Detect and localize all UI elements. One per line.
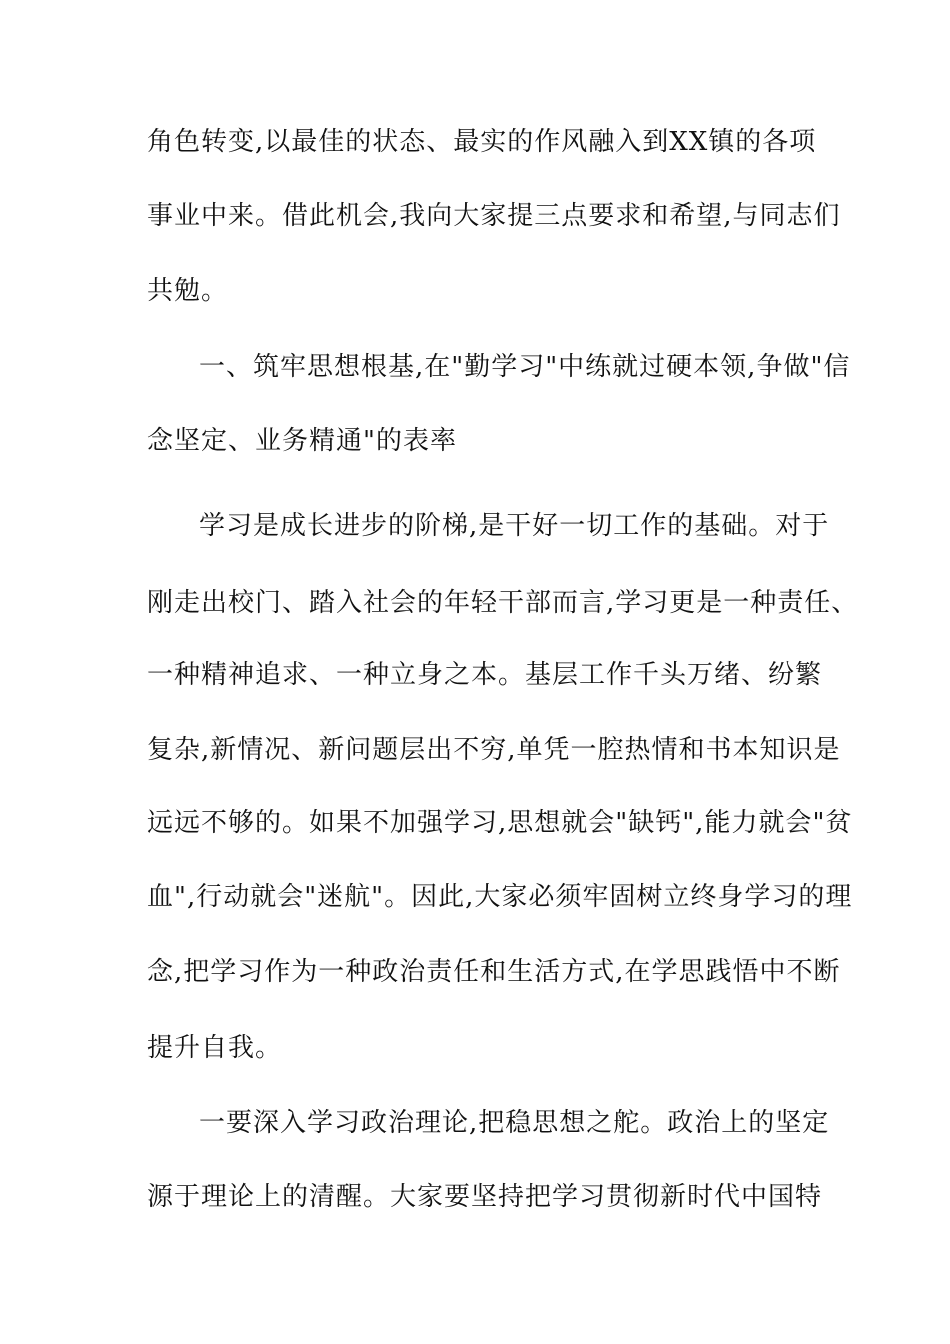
text-line: 事业中来。借此机会,我向大家提三点要求和希望,与同志们 — [147, 201, 841, 231]
text-line: 共勉。 — [147, 276, 229, 306]
paragraph-first-line: 学习是成长进步的阶梯,是干好一切工作的基础。对于 — [199, 511, 830, 541]
text-line: 复杂,新情况、新问题层出不穷,单凭一腔热情和书本知识是 — [147, 735, 841, 765]
text-line: 提升自我。 — [147, 1033, 283, 1063]
text-line: 念,把学习作为一种政治责任和生活方式,在学思践悟中不断 — [147, 957, 841, 987]
text-line: 远远不够的。如果不加强学习,思想就会"缺钙",能力就会"贫 — [147, 808, 853, 838]
paragraph-first-line: 一要深入学习政治理论,把稳思想之舵。政治上的坚定 — [199, 1108, 830, 1138]
text-line: 血",行动就会"迷航"。因此,大家必须牢固树立终身学习的理 — [147, 882, 853, 912]
text-line: 一种精神追求、一种立身之本。基层工作千头万绪、纷繁 — [147, 660, 823, 690]
text-line: 刚走出校门、踏入社会的年轻干部而言,学习更是一种责任、 — [147, 588, 859, 618]
text-line: 角色转变,以最佳的状态、最实的作风融入到XX镇的各项 — [147, 127, 817, 157]
section-heading-line: 一、筑牢思想根基,在"勤学习"中练就过硬本领,争做"信 — [199, 352, 851, 382]
section-heading-line: 念坚定、业务精通"的表率 — [147, 426, 457, 456]
text-line: 源于理论上的清醒。大家要坚持把学习贯彻新时代中国特 — [147, 1182, 823, 1212]
